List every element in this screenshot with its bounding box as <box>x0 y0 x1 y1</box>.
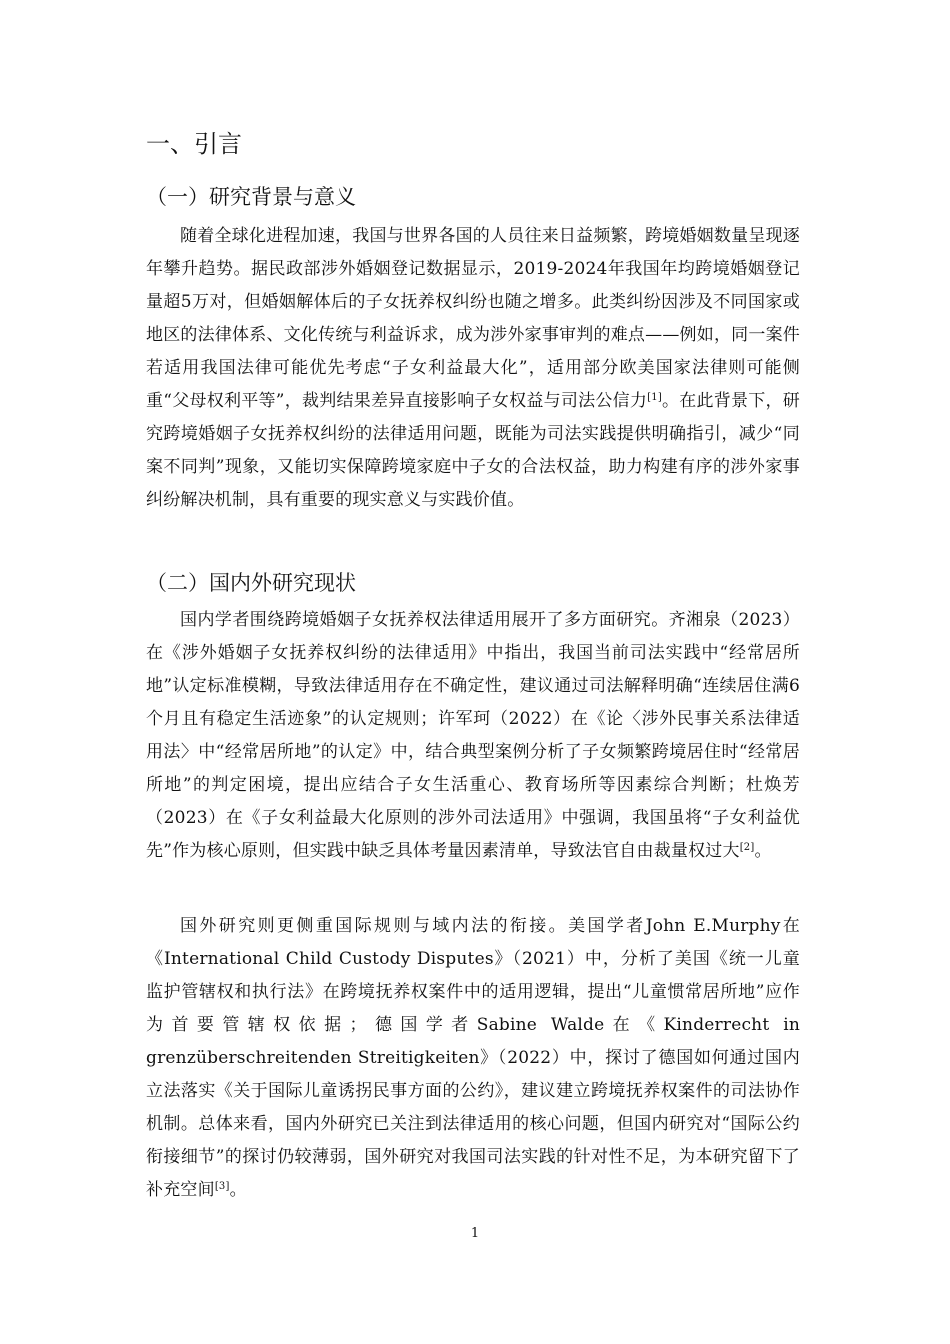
paragraph-foreign-research <box>146 910 800 1207</box>
paragraph-text: 随着全球化进程加速，我国与世界各国的人员往来日益频繁，跨境婚姻数量呈现逐年攀升趋势。据民政部涉外婚姻登记数据显示，2019-2024年我国年均跨境婚姻登记量超5万对，但婚姻解体后的子女抚养权纠纷也随之增多。此类纠纷因涉及不同国家或地区的法律体系、文化传统与利益诉求，成为涉外家事审判的难点——例如，同一案件若适用我国法律可能优先考虑“子女利益最大化”，适用部分欧美国家法律则可能侧重“父母权利平等”，裁判结果差异直接影响子女权益与司法公信力 <box>146 226 800 411</box>
citation-ref[interactable]: [1] <box>647 392 662 403</box>
paragraph-background <box>146 220 800 517</box>
paragraph-text: 国外研究则更侧重国际规则与域内法的衔接。美国学者John E.Murphy在《International Child Custody Disputes》（2021）中，分析了美国《统一儿童监护管辖权和执行法》在跨境抚养权案件中的适用逻辑，提出“儿童惯常居所地”应作为首要管辖权依据；德国学者Sabine Walde在《Kinderrecht in grenzüberschreitenden Streitigkeiten》（2022）中，探讨了德国如何通过国内立法落实《关于国际儿童诱拐民事方面的公约》，建议建立跨境抚养权案件的司法协作机制。总体来看，国内外研究已关注到法律适用的核心问题，但国内研究对“国际公约衔接细节”的探讨仍较薄弱，国外研究对我国司法实践的针对性不足，为本研究留下了补充空间 <box>146 916 800 1200</box>
paragraph-domestic-research <box>146 604 800 868</box>
page-number: 1 <box>470 1226 480 1241</box>
paragraph-text: 。 <box>754 841 772 861</box>
paragraph-text: 国内学者围绕跨境婚姻子女抚养权法律适用展开了多方面研究。齐湘泉（2023）在《涉外婚姻子女抚养权纠纷的法律适用》中指出，我国当前司法实践中“经常居所地”认定标准模糊，导致法律适用存在不确定性，建议通过司法解释明确“连续居住满6个月且有稳定生活迹象”的认定规则；许军珂（2022）在《论〈涉外民事关系法律适用法〉中“经常居所地”的认定》中，结合典型案例分析了子女频繁跨境居住时“经常居所地”的判定困境，提出应结合子女生活重心、教育场所等因素综合判断；杜焕芳（2023）在《子女利益最大化原则的涉外司法适用》中强调，我国虽将“子女利益优先”作为核心原则，但实践中缺乏具体考量因素清单，导致法官自由裁量权过大 <box>146 610 800 861</box>
paragraph-text: 。 <box>229 1180 247 1200</box>
chapter-heading: 一、引言 <box>146 130 242 158</box>
paragraph-text: 。在此背景下，研究跨境婚姻子女抚养权纠纷的法律适用问题，既能为司法实践提供明确指引，减少“同案不同判”现象，又能切实保障跨境家庭中子女的合法权益，助力构建有序的涉外家事纠纷解决机制，具有重要的现实意义与实践价值。 <box>146 391 800 510</box>
section-heading-background: （一）研究背景与意义 <box>146 185 356 209</box>
citation-ref[interactable]: [3] <box>214 1181 230 1192</box>
citation-ref[interactable]: [2] <box>739 842 755 853</box>
section-heading-research-status: （二）国内外研究现状 <box>146 571 356 595</box>
